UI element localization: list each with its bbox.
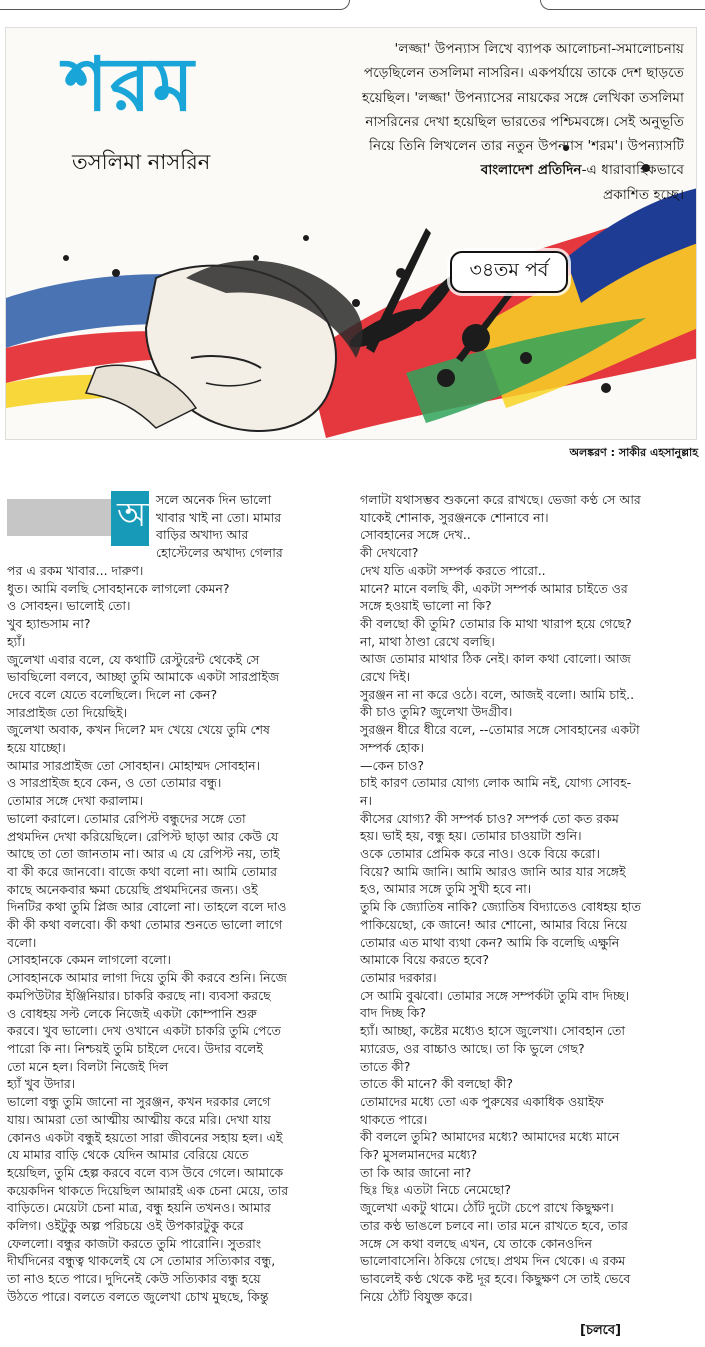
text-line: বলো। [7, 934, 37, 950]
text-line: মানে? মানে বলছি কী, একটা সম্পর্ক আমার চাইতে ওর [360, 580, 628, 596]
text-line: সঙ্গে হওয়াই ভালো না কি? [360, 598, 492, 614]
dropcap-block [7, 491, 346, 562]
text-line: কি? মুসলমানদের মধ্যে? [360, 1147, 478, 1163]
left-column-body [7, 562, 346, 1306]
text-line: দীর্ঘদিনের বন্ধুত্ব থাকলেই যে সে তোমার সত্যিকার বন্ধু, [7, 1253, 276, 1269]
text-line: ভালো করালে। তোমার রেপিস্ট বন্ধুদের সঙ্গে তো [7, 810, 246, 826]
dropcap-letter: আ [117, 495, 157, 535]
text-line: তা কি আর জানো না? [360, 1164, 472, 1180]
text-line: আজ তোমার মাথার ঠিক নেই। কাল কথা বোলো। আজ [360, 651, 631, 667]
text-line: আছে তা তো জানতাম না। আর এ যে রেপিস্ট নয়, তাই [7, 846, 280, 862]
text-line: আমাকে বিয়ে করতে হবে? [360, 952, 489, 968]
text-line: গলাটা যথাসম্ভব শুকনো করে রাখছে। ভেজা কণ্ঠ সে আর [360, 492, 641, 507]
text-line: হোস্টেলের অখাদ্য গেলার [156, 545, 283, 561]
text-line: যায়। আমরা তো আত্মীয় আত্মীয় করে মরি। দেখা যায় [7, 1111, 271, 1127]
intro-text [264, 37, 684, 207]
intro-tail: -এ ধারাবাহিকভাবে [581, 162, 684, 179]
text-line: সম্পর্ক হোক। [360, 739, 424, 755]
text-line: কী বললে তুমি? আমাদের মধ্যে? আমাদের মধ্যে মানে [360, 1129, 620, 1145]
text-line: আমার সারপ্রাইজ তো সোবহান। মোহাম্মদ সোবহান। [7, 757, 261, 773]
text-line: ভালোবাসেনি। ঠকিয়ে গেছে। প্রথম দিন থেকে। এ রকম [360, 1253, 626, 1269]
text-line: চাই কারণ তোমার যোগ্য লোক আমি নই, যোগ্য সোবহ- [360, 775, 632, 791]
text-line: প্রথমদিন দেখা করিয়েছিলে। রেপিস্ট ছাড়া আর কেউ যে [7, 828, 279, 844]
text-line: পারো কি না। নিশ্চয়ই তুমি চাইলে দেবে। উদার বলেই [7, 1040, 263, 1056]
text-line: সুরঞ্জন না না করে ওঠে। বলে, আজই বলো। আমি চাই.. [360, 686, 635, 702]
text-line: তো মনে হল। বিলটা নিজেই দিল [7, 1058, 169, 1074]
text-line: হয়েছিল, তুমি হেল্প করবে বলে ব্যস উবে গেলে। আমাকে [7, 1164, 284, 1180]
text-line: ম্যারেড, ওর বাচ্চাও আছে। তা কি ভুলে গেছ? [360, 1040, 585, 1056]
intro-line: 'লজ্জা' উপন্যাস লিখে ব্যাপক আলোচনা-সমালোচনায় [394, 41, 684, 57]
text-line: রেখে দিই। [360, 669, 411, 685]
text-line: সোবহানকে আমার লাগা দিয়ে তুমি কী করবে শুনি। নিজে [7, 970, 287, 986]
text-line: কী বলছো কী তুমি? তোমার কি মাথা খারাপ হয়ে গেছে? [360, 615, 632, 631]
text-line: বা কী করে জানবো। বাজে কথা বলো না। আমি তোমার [7, 863, 277, 879]
text-line: তোমার দরকার। [360, 969, 437, 985]
article-column-left [7, 491, 346, 1306]
intro-line: হয়েছিল। 'লজ্জা' উপন্যাসের নায়কের সঙ্গে লেখিকা তসলিমা [362, 89, 684, 106]
text-line: ফেললো। বন্ধুর কাজটা করতে তুমি পারোনি। সুতরাং [7, 1235, 262, 1251]
intro-line: নিয়ে তিনি লিখলেন তার নতুন উপন্যাস 'শরম'। উপন্যাসটি [369, 138, 684, 155]
text-line: ভাবলেই কণ্ঠ থেকে কষ্ট দূর হবে। কিছুক্ষণ সে তাই ভেবে [360, 1270, 631, 1286]
text-line: বাড়ির অখাদ্য আর [156, 527, 249, 543]
text-line: ও বোধহয় সল্ট লেকে নিজেই একটা কোম্পানি শুরু [7, 1005, 257, 1021]
dropcap-grey-bar [7, 499, 111, 536]
novel-title: শরম [64, 42, 196, 128]
text-line: ছিঃ ছিঃ এতটা নিচে নেমেছো? [360, 1182, 512, 1198]
article-column-right [360, 491, 698, 1305]
text-line: দেবে বলে যেতে বলেছিলে। দিলে না কেন? [7, 686, 218, 702]
illustration-banner [5, 27, 697, 440]
author-name: তসলিমা নাসরিন [72, 150, 211, 174]
text-line: হও, আমার সঙ্গে তুমি সুখী হবে না। [360, 881, 532, 897]
dropcap-text [156, 491, 346, 562]
text-line: ন। [360, 792, 372, 808]
text-line: ধুত। আমি বলছি সোবহানকে লাগলো কেমন? [7, 580, 230, 596]
text-line: খুব হ্যান্ডসাম না? [7, 616, 91, 632]
text-line: তুমি কি জ্যোতিষ নাকি? জ্যোতিষ বিদ্যাতেও বোধহয় হাত [360, 899, 641, 915]
text-line: হয়ে যাচ্ছো। [7, 740, 66, 756]
continued-marker: [চলবে] [580, 1323, 622, 1338]
text-line: করবে। খুব ভালো। দেখ ওখানে একটা চাকরি তুমি পেতে [7, 1023, 281, 1039]
text-line: পাকিয়েছো, কে জানে! আর শোনো, আমার বিয়ে নিয়ে [360, 916, 627, 932]
text-line: কলিগ। ওইটুকু অল্প পরিচয়ে ওই উপকারটুকু করে [7, 1218, 244, 1234]
text-line: পর এ রকম খাবার... দারুণ। [7, 563, 144, 578]
text-line: কোনও একটা বন্ধুই হয়তো সারা জীবনের সহায় হল। এই [7, 1129, 283, 1145]
text-line: যে মামার বাড়ি থেকে যেদিন আমার বেরিয়ে যেতে [7, 1147, 249, 1163]
text-line: ভালো বন্ধু তুমি জানো না সুরঞ্জন, কখন দরকার লেগে [7, 1094, 271, 1110]
text-line: তাতে কী মানে? কী বলছো কী? [360, 1076, 514, 1092]
text-line: জুলেখা এবার বলে, যে কথাটি রেস্টুরেন্ট থেকেই সে [7, 651, 260, 667]
text-line: না, মাথা ঠাণ্ডা রেখে বলছি। [360, 633, 495, 649]
episode-badge: ৩৪তম পর্ব [450, 251, 568, 293]
text-line: বাড়িতে। মেয়েটা চেনা মাত্র, বন্ধু হয়নি তখনও। আমার [7, 1200, 271, 1216]
text-line: কীসের যোগ্য? কী সম্পর্ক চাও? সম্পর্ক তো কত রকম [360, 810, 619, 826]
text-line: যাকেই শোনাক, সুরঞ্জনকে শোনাবে না। [360, 509, 549, 525]
text-line: নিয়ে ঠোঁট বিযুক্ত করে। [360, 1288, 473, 1304]
text-line: ভাবছিলো বলবে, আচ্ছা তুমি আমাকে একটা সারপ্রাইজ [7, 669, 280, 685]
text-line: ও সোবহন। ভালোই তো। [7, 598, 131, 614]
text-line: সলে অনেক দিন ভালো [156, 492, 272, 507]
intro-line: নাসরিনের দেখা হয়েছিল ভারতের পশ্চিমবঙ্গে। সেই অনুভূতি [365, 113, 684, 130]
text-line: কয়েকদিন থাকতে দিয়েছিল আমারই এক চেনা মেয়ে, তার [7, 1182, 289, 1198]
intro-line: প্রকাশিত হচ্ছে। [603, 186, 684, 203]
text-line: হয়। ভাই হয়, বন্ধু হয়। তোমার চাওয়াটা শুনি। [360, 828, 582, 844]
text-line: কমপিউটার ইঞ্জিনিয়ার। চাকরি করছে না। ব্যবসা করছে [7, 987, 271, 1003]
text-line: হ্যাঁ। [7, 633, 26, 649]
text-line: তোমাদের মধ্যে তো এক পুরুষের একাধিক ওয়াইফ [360, 1093, 604, 1109]
text-line: তার কণ্ঠ ভাঙলে চলবে না। তার মনে রাখতে হবে, তার [360, 1217, 628, 1233]
intro-line: পড়েছিলেন তসলিমা নাসরিন। একপর্যায়ে তাকে দেশ ছাড়তে [363, 65, 684, 82]
text-line: কাছে অনেকবার ক্ষমা চেয়েছি প্রথমদিনের জন্য। ওই [7, 881, 258, 897]
illustration-credit: অলঙ্করণ : সাকীর এহসানুল্লাহ [569, 446, 698, 459]
text-line: সোবহানকে কেমন লাগলো বলো। [7, 952, 171, 968]
text-line: কী চাও তুমি? জুলেখা উদগ্রীব। [360, 704, 513, 720]
text-line: কী দেখবো? [360, 545, 419, 561]
text-line: কী কী কথা বলবো। কী কথা তোমার শুনতে ভালো লাগে [7, 917, 283, 933]
top-rule-right-cap [540, 0, 705, 10]
page-top-rule [0, 0, 705, 18]
text-line: হ্যাঁ খুব উদার। [7, 1076, 76, 1092]
text-line: খাবার খাই না তো। মামার [156, 509, 282, 525]
text-line: হ্যাঁ। আচ্ছা, কষ্টের মধ্যেও হাসে জুলেখা। সোবহান তো [360, 1023, 625, 1039]
text-line: দিনটির কথা তুমি প্লিজ আর বোলো না। তাহলে বলে দাও [7, 899, 287, 915]
text-line: ওকে তোমার প্রেমিক করে নাও। ওকে বিয়ে করো। [360, 846, 600, 862]
text-line: তাতে কী? [360, 1058, 411, 1074]
intro-line-publication [264, 158, 684, 182]
text-line: থাকতে পারে। [360, 1111, 428, 1127]
text-line: দেখ যতি একটা সম্পর্ক করতে পারো.. [360, 562, 546, 578]
text-line: তোমার এত মাথা ব্যথা কেন? আমি কি বলেছি এক্ষুনি [360, 934, 620, 950]
publication-name: বাংলাদেশ প্রতিদিন [480, 162, 582, 179]
text-line: জুলেখা অবাক, কখন দিলে? মদ খেয়ে খেয়ে তুমি শেষ [7, 722, 270, 738]
text-line: বাদ দিচ্ছ কি? [360, 1005, 427, 1021]
text-line: তা নাও হতে পারে। দুদিনেই কেউ সত্যিকার বন্ধু হয়ে [7, 1271, 261, 1287]
text-line: সোবহানের সঙ্গে দেখ.. [360, 527, 471, 543]
text-line: সারপ্রাইজ তো দিয়েছিই। [7, 704, 128, 720]
top-rule-left-cap [0, 0, 350, 10]
text-line: সুরঞ্জন ধীরে ধীরে বলে, --তোমার সঙ্গে সোবহানের একটা [360, 722, 640, 738]
text-line: ও সারপ্রাইজ হবে কেন, ও তো তোমার বন্ধু। [7, 775, 222, 791]
text-line: তোমার সঙ্গে দেখা করালাম। [7, 793, 144, 809]
text-line: জুলেখা একটু থামে। ঠোঁট দুটো চেপে রাখে কিছুক্ষণ। [360, 1200, 614, 1216]
text-line: —কেন চাও? [360, 757, 424, 773]
right-column-body [360, 491, 698, 1305]
text-line: উঠতে পারে। বলতে বলতে জুলেখা চোখ মুছছে, কিন্তু [7, 1288, 269, 1304]
text-line: সে আমি বুঝবো। তোমার সঙ্গে সম্পর্কটা তুমি বাদ দিচ্ছ। [360, 987, 630, 1003]
text-line: সঙ্গে সে কথা বলছে এখন, যে তাকে কোনওদিন [360, 1235, 592, 1251]
text-line: বিয়ে? আমি জানি। আমি আরও জানি আর যার সঙ্গেই [360, 863, 626, 879]
